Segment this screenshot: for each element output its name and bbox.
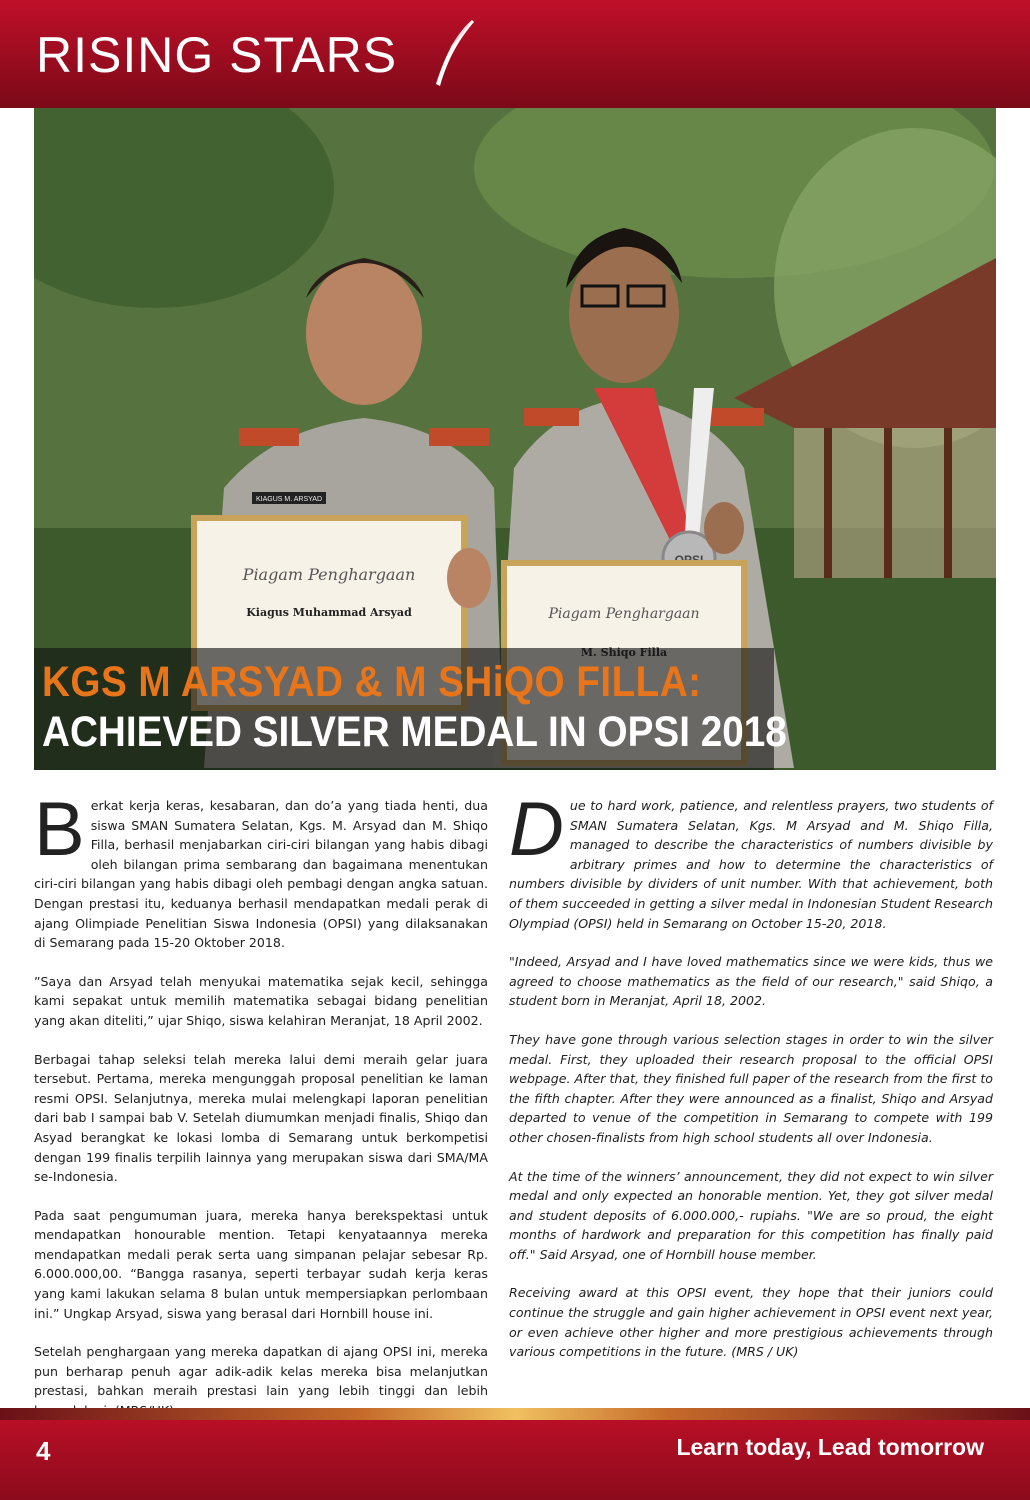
paragraph: [509, 787, 993, 933]
footer-gold-stripe: [0, 1408, 1030, 1420]
article-column-english: [509, 787, 993, 1381]
paragraph: ”Saya dan Arsyad telah menyukai matematika sejak kecil, sehingga kami sepakat untuk memilih matematika sebagai bidang penelitian yang akan diteliti,” ujar Shiqo, siswa kelahiran Meranjat, 18 April 2002.: [34, 973, 488, 1028]
certificate-left-title: Piagam Penghargaan: [242, 565, 416, 584]
paragraph: "Indeed, Arsyad and I have loved mathematics since we were kids, thus we agreed to choose mathematics as the field of our research," said Shiqo, a student born in Meranjat, April 18, 2002.: [509, 954, 993, 1009]
page-number: 4: [36, 1436, 51, 1466]
student-left-face: [306, 261, 422, 405]
certificate-left-name: Kiagus Muhammad Arsyad: [246, 606, 412, 619]
feather-pen-icon: [428, 18, 476, 90]
headline-overlay: [34, 648, 787, 770]
paragraph-text: ue to hard work, patience, and relentless prayers, two students of SMAN Sumatera Selatan, Kgs. M Arsyad and M. Shiqo Filla, managed to describe the characteristics of numbers divisible by arbitrary primes and how to determine the characteristics of numbers divisible by dividers of unit number. With that achievement, both of them succeeded in getting a silver medal in Indonesian Student Research Olympiad (OPSI) held in Semarang on October 15-20, 2018.: [509, 798, 993, 931]
headline-achievement: ACHIEVED SILVER MEDAL IN OPSI 2018: [42, 708, 787, 756]
drop-cap: B: [34, 787, 85, 872]
header-banner: [0, 0, 1030, 108]
paragraph: Berbagai tahap seleksi telah mereka lalui demi meraih gelar juara tersebut. Pertama, mereka mengunggah proposal penelitian ke laman resmi OPSI. Selanjutnya, mereka mulai melengkapi laporan penelitian dari bab I sampai bab V. Setelah diumumkan menjadi finalis, Shiqo dan Asyad berangkat ke lokasi lomba di Semarang untuk berkompetisi dengan 199 finalis terpilih lainnya yang merupakan siswa dari SMA/MA se-Indonesia.: [34, 1051, 488, 1185]
paragraph: At the time of the winners’ announcement, they did not expect to win silver medal and only expected an honorable mention. Yet, they got silver medal and student deposits of 6.000.000,- rupiahs. "We are so proud, the eight months of hardwork and preparation for this competition has finally paid off." Said Arsyad, one of Hornbill house member.: [509, 1168, 993, 1262]
paragraph: They have gone through various selection stages in order to win the silver medal. First, they uploaded their research proposal to the official OPSI webpage. After that, they finished full paper of the research from the first to the fifth chapter. After they were announced as a finalist, Shiqo and Arsyad departed to venue of the competition in Semarang to compete with 199 other chosen-finalists from high school students all over Indonesia.: [509, 1031, 993, 1145]
paragraph: [34, 787, 488, 953]
feature-photo: [34, 108, 996, 770]
footer-banner: [0, 1420, 1030, 1500]
footer-tagline: Learn today, Lead tomorrow: [676, 1434, 984, 1460]
drop-cap: D: [509, 787, 564, 872]
paragraph: Setelah penghargaan yang mereka dapatkan di ajang OPSI ini, mereka pun berharap penuh agar adik-adik kelas mereka bisa melanjutkan prestasi, bahkan meraih prestasi lain yang lebih tinggi dan lebih: [34, 1344, 488, 1399]
paragraph: Pada saat pengumuman juara, mereka hanya berekspektasi untuk mendapatkan honourable mention. Tetapi kenyataannya mereka mendapatkan medali perak serta uang simpanan pelajar sebesar Rp. 6.000.000,00. “Bangga rasanya, seperti terbayar sudah kerja keras yang kami lakukan selama 8 bulan untuk mempersiapkan perlombaan ini.” Ungkap Arsyad, siswa yang berasal dari Hornbill house ini.: [34, 1207, 488, 1321]
headline-names: KGS M ARSYAD & M SHiQO FILLA:: [42, 658, 702, 706]
paragraph-text: erkat kerja keras, kesabaran, dan do’a yang tiada henti, dua siswa SMAN Sumatera Selatan, Kgs. M. Arsyad dan M. Shiqo Filla, berhasil menjabarkan ciri-ciri bilangan yang habis dibagi oleh bilangan prima sembarang dan bagaimana menentukan ciri-ciri bilangan yang habis dibagi oleh pembagi dengan angka satuan. Dengan prestasi itu, keduanya berhasil mendapatkan medali perak di ajang Olimpiade Penelitian Siswa Indonesia (OPSI) yang dilaksanakan di Semarang pada 15-20 Oktober 2018.: [34, 798, 488, 951]
section-title: RISING STARS: [36, 27, 398, 83]
article-column-indonesian: [34, 787, 488, 1440]
certificate-right-title: Piagam Penghargaan: [548, 606, 700, 622]
name-tag-text: KIAGUS M. ARSYAD: [256, 496, 322, 503]
paragraph: Receiving award at this OPSI event, they hope that their juniors could continue the struggle and gain higher achievement in OPSI event next year, or even achieve other higher and more prestigious achievements through various competitions in the future. (MRS / UK): [509, 1285, 993, 1360]
